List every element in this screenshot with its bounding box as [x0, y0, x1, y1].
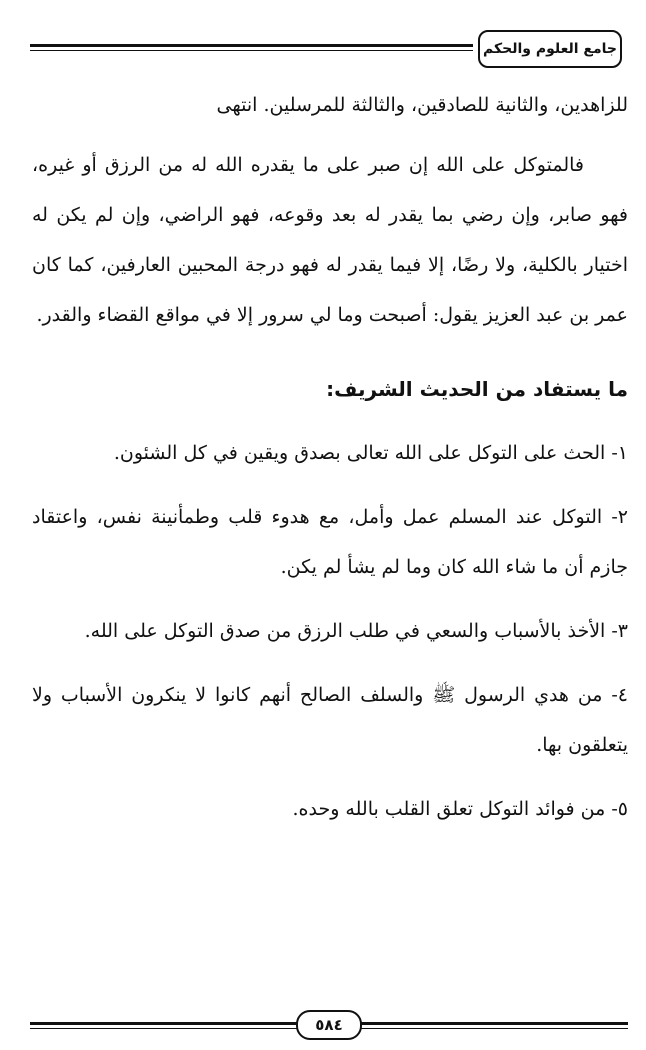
list-item-2: ٢- التوكل عند المسلم عمل وأمل، مع هدوء قلب وطمأنينة نفس، واعتقاد جازم أن ما شاء الله كان وما لم يشأ لم يكن.	[32, 506, 628, 578]
book-title: جامع العلوم والحكم	[478, 30, 622, 68]
section-heading: ما يستفاد من الحديث الشريف:	[326, 377, 628, 401]
tawakkul-paragraph: فالمتوكل على الله إن صبر على ما يقدره الله له من الرزق أو غيره، فهو صابر، وإن رضي بما يقدر له بعد وقوعه، فهو الراضي، وإن لم يكن له اختيار بالكلية، ولا رضًا، إلا فيما يقدر له فهو درجة المحبين العارفين، كما كان عمر بن عبد العزيز يقول: أصبحت وما لي سرور إلا في مواقع القضاء والقدر.	[32, 154, 628, 326]
page-body	[32, 80, 628, 834]
list-item-3: ٣- الأخذ بالأسباب والسعي في طلب الرزق من صدق التوكل على الله.	[84, 620, 628, 642]
page-number: ٥٨٤	[296, 1010, 362, 1040]
list-item-1: ١- الحث على التوكل على الله تعالى بصدق ويقين في كل الشئون.	[113, 442, 628, 464]
list-item-4: ٤- من هدي الرسول ﷺ والسلف الصالح أنهم كانوا لا ينكرون الأسباب ولا يتعلقون بها.	[32, 684, 628, 756]
page-footer	[30, 1010, 628, 1046]
running-header	[30, 30, 628, 70]
header-rule	[30, 44, 473, 51]
list-item-5: ٥- من فوائد التوكل تعلق القلب بالله وحده.	[292, 798, 628, 820]
continued-line: للزاهدين، والثانية للصادقين، والثالثة للمرسلين. انتهى	[216, 94, 628, 116]
